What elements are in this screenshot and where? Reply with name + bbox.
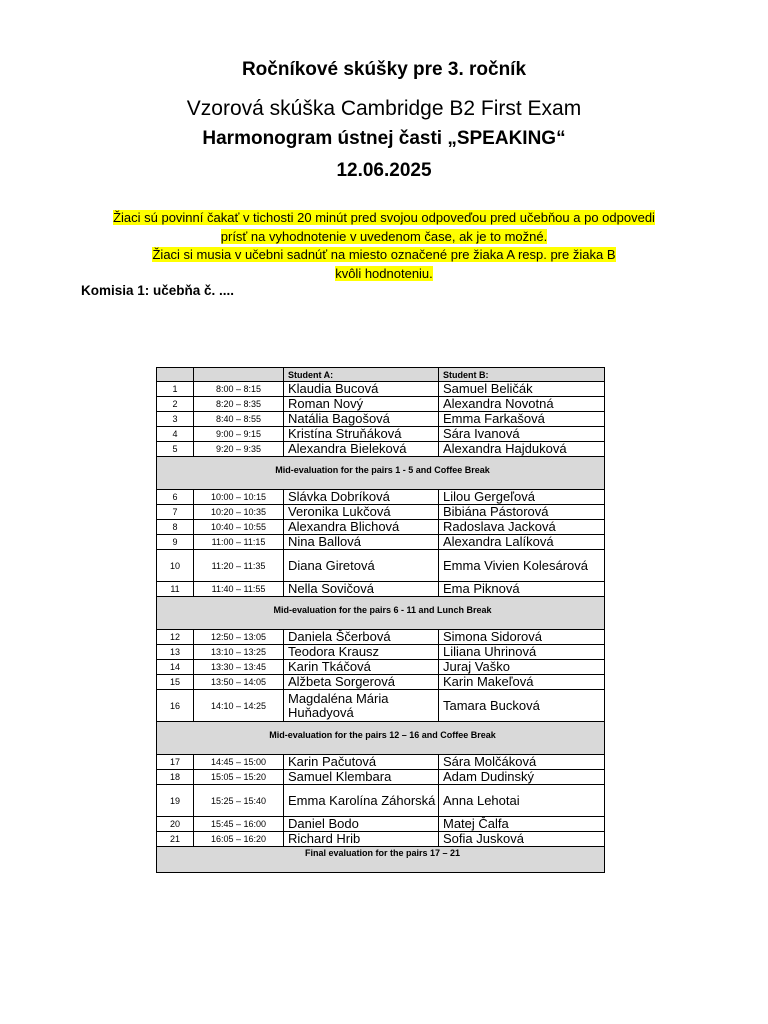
student-a-name: Karin Tkáčová (284, 660, 439, 675)
time-slot: 13:10 – 13:25 (194, 645, 284, 660)
pair-number: 15 (157, 675, 194, 690)
final-evaluation-row (157, 847, 605, 873)
student-b-name: Liliana Uhrinová (439, 645, 605, 660)
notice-line-2: prísť na vyhodnotenie v uvedenom čase, ak je to možné. (220, 229, 548, 244)
notice-line-4: kvôli hodnoteniu. (335, 266, 433, 281)
student-a-name: Nella Sovičová (284, 582, 439, 597)
table-row (157, 582, 605, 597)
table-row (157, 535, 605, 550)
student-a-name: Slávka Dobríková (284, 490, 439, 505)
student-b-name: Sára Molčáková (439, 755, 605, 770)
table-row (157, 690, 605, 722)
break-row (157, 722, 605, 755)
pair-number: 3 (157, 412, 194, 427)
pair-number: 14 (157, 660, 194, 675)
time-slot: 13:50 – 14:05 (194, 675, 284, 690)
page-title: Ročníkové skúšky pre 3. ročník (241, 59, 527, 80)
table-row (157, 490, 605, 505)
student-b-name: Bibiána Pástorová (439, 505, 605, 520)
pair-number: 7 (157, 505, 194, 520)
table-row (157, 427, 605, 442)
time-slot: 11:40 – 11:55 (194, 582, 284, 597)
time-slot: 10:40 – 10:55 (194, 520, 284, 535)
student-a-name: Samuel Klembara (284, 770, 439, 785)
pair-number: 18 (157, 770, 194, 785)
table-row (157, 770, 605, 785)
commission-label: Komisia 1: učebňa č. .... (81, 283, 235, 298)
student-a-name: Emma Karolína Záhorská (284, 785, 439, 817)
student-a-name: Alexandra Blichová (284, 520, 439, 535)
time-slot: 15:05 – 15:20 (194, 770, 284, 785)
time-slot: 15:25 – 15:40 (194, 785, 284, 817)
student-a-name: Alžbeta Sorgerová (284, 675, 439, 690)
student-a-name: Natália Bagošová (284, 412, 439, 427)
pair-number: 10 (157, 550, 194, 582)
time-slot: 8:20 – 8:35 (194, 397, 284, 412)
pair-number: 17 (157, 755, 194, 770)
student-a-name: Teodora Krausz (284, 645, 439, 660)
student-a-name: Klaudia Bucová (284, 382, 439, 397)
pair-number: 16 (157, 690, 194, 722)
student-b-name: Sára Ivanová (439, 427, 605, 442)
pair-number: 9 (157, 535, 194, 550)
time-slot: 10:00 – 10:15 (194, 490, 284, 505)
time-slot: 16:05 – 16:20 (194, 832, 284, 847)
header-cell-student-b: Student B: (439, 368, 605, 382)
time-slot: 14:45 – 15:00 (194, 755, 284, 770)
student-b-name: Tamara Bucková (439, 690, 605, 722)
student-b-name: Alexandra Hajduková (439, 442, 605, 457)
exam-date: 12.06.2025 (336, 160, 432, 181)
time-slot: 14:10 – 14:25 (194, 690, 284, 722)
student-a-name: Roman Nový (284, 397, 439, 412)
pair-number: 4 (157, 427, 194, 442)
time-slot: 10:20 – 10:35 (194, 505, 284, 520)
student-b-name: Emma Farkašová (439, 412, 605, 427)
table-row (157, 832, 605, 847)
student-a-name: Kristína Struňáková (284, 427, 439, 442)
table-row (157, 382, 605, 397)
break-label: Mid-evaluation for the pairs 6 - 11 and Lunch Break (157, 597, 605, 630)
time-slot: 15:45 – 16:00 (194, 817, 284, 832)
table-row (157, 442, 605, 457)
student-a-name: Veronika Lukčová (284, 505, 439, 520)
student-b-name: Radoslava Jacková (439, 520, 605, 535)
table-row (157, 675, 605, 690)
student-a-name: Nina Ballová (284, 535, 439, 550)
student-a-name: Diana Giretová (284, 550, 439, 582)
break-row (157, 597, 605, 630)
pair-number: 20 (157, 817, 194, 832)
table-row (157, 785, 605, 817)
pair-number: 21 (157, 832, 194, 847)
time-slot: 11:20 – 11:35 (194, 550, 284, 582)
pair-number: 13 (157, 645, 194, 660)
pair-number: 8 (157, 520, 194, 535)
table-row (157, 505, 605, 520)
table-row (157, 630, 605, 645)
student-b-name: Matej Čalfa (439, 817, 605, 832)
table-header-row (157, 368, 605, 382)
student-a-name: Daniel Bodo (284, 817, 439, 832)
time-slot: 8:40 – 8:55 (194, 412, 284, 427)
student-b-name: Emma Vivien Kolesárová (439, 550, 605, 582)
student-a-name: Alexandra Bieleková (284, 442, 439, 457)
student-b-name: Lilou Gergeľová (439, 490, 605, 505)
table-row (157, 397, 605, 412)
pair-number: 12 (157, 630, 194, 645)
break-row (157, 457, 605, 490)
table-row (157, 520, 605, 535)
final-evaluation-label: Final evaluation for the pairs 17 – 21 (157, 847, 605, 873)
schedule-title: Harmonogram ústnej časti „SPEAKING“ (202, 128, 566, 149)
student-a-name: Karin Pačutová (284, 755, 439, 770)
time-slot: 11:00 – 11:15 (194, 535, 284, 550)
schedule-table (156, 367, 605, 873)
table-row (157, 550, 605, 582)
student-a-name: Richard Hrib (284, 832, 439, 847)
time-slot: 12:50 – 13:05 (194, 630, 284, 645)
student-b-name: Juraj Vaško (439, 660, 605, 675)
student-b-name: Ema Piknová (439, 582, 605, 597)
student-b-name: Samuel Beličák (439, 382, 605, 397)
student-b-name: Simona Sidorová (439, 630, 605, 645)
pair-number: 6 (157, 490, 194, 505)
notice-line-3: Žiaci si musia v učebni sadnúť na miesto označené pre žiaka A resp. pre žiaka B (152, 247, 616, 262)
pair-number: 1 (157, 382, 194, 397)
break-label: Mid-evaluation for the pairs 12 – 16 and Coffee Break (157, 722, 605, 755)
time-slot: 9:20 – 9:35 (194, 442, 284, 457)
time-slot: 9:00 – 9:15 (194, 427, 284, 442)
header-cell-number (157, 368, 194, 382)
table-row (157, 660, 605, 675)
exam-subtitle: Vzorová skúška Cambridge B2 First Exam (186, 97, 582, 120)
pair-number: 11 (157, 582, 194, 597)
student-b-name: Alexandra Lalíková (439, 535, 605, 550)
student-b-name: Adam Dudinský (439, 770, 605, 785)
header-cell-student-a: Student A: (284, 368, 439, 382)
pair-number: 5 (157, 442, 194, 457)
student-b-name: Sofia Jusková (439, 832, 605, 847)
student-a-name: Daniela Ščerbová (284, 630, 439, 645)
notice-line-1: Žiaci sú povinní čakať v tichosti 20 minút pred svojou odpoveďou pred učebňou a po odpovedi (113, 210, 655, 225)
student-b-name: Anna Lehotai (439, 785, 605, 817)
time-slot: 8:00 – 8:15 (194, 382, 284, 397)
table-row (157, 817, 605, 832)
student-b-name: Alexandra Novotná (439, 397, 605, 412)
break-label: Mid-evaluation for the pairs 1 - 5 and Coffee Break (157, 457, 605, 490)
table-row (157, 645, 605, 660)
student-b-name: Karin Makeľová (439, 675, 605, 690)
pair-number: 19 (157, 785, 194, 817)
table-row (157, 755, 605, 770)
pair-number: 2 (157, 397, 194, 412)
header-cell-time (194, 368, 284, 382)
time-slot: 13:30 – 13:45 (194, 660, 284, 675)
table-row (157, 412, 605, 427)
student-a-name: Magdaléna Mária Huňadyová (284, 690, 439, 722)
